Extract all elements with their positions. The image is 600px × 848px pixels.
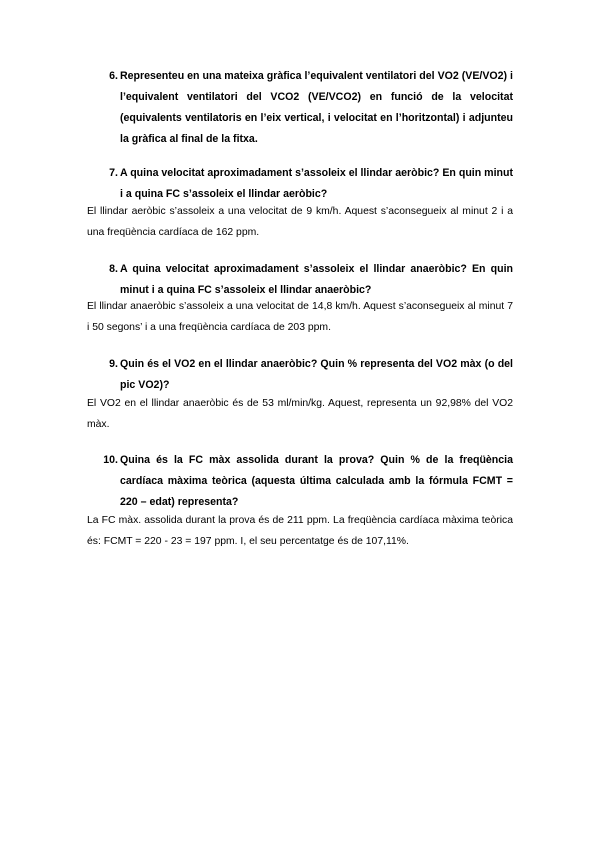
question-text: Representeu en una mateixa gràfica l’equivalent ventilatori del VO2 (VE/VO2) i l’equivalent ventilatori del VCO2 (VE/VCO2) en funció de la velocitat (equivalents ventilatoris en l’eix vertical, i velocitat en l’horitzontal) i adjunteu la gràfica al final de la fitxa. — [120, 70, 513, 145]
question-number: 10. — [103, 454, 118, 466]
answer-7: El llindar aeròbic s’assoleix a una velocitat de 9 km/h. Aquest s’aconsegueix al minut 2 i a una freqüència cardíaca de 162 ppm. — [87, 206, 513, 238]
question-number: 6. — [109, 70, 118, 82]
question-number: 7. — [109, 167, 118, 179]
question-8 — [88, 259, 513, 301]
question-text: A quina velocitat aproximadament s’assoleix el llindar aeròbic? En quin minut i a quina FC s’assoleix el llindar aeròbic? — [120, 167, 513, 200]
question-text: Quina és la FC màx assolida durant la prova? Quin % de la freqüència cardíaca màxima teòrica (aquesta última calculada amb la fórmula FCMT = 220 – edat) representa? — [120, 454, 513, 508]
question-text: A quina velocitat aproximadament s’assoleix el llindar anaeròbic? En quin minut i a quina FC s’assoleix el llindar anaeròbic? — [120, 263, 513, 296]
answer-10: La FC màx. assolida durant la prova és de 211 ppm. La freqüència cardíaca màxima teòrica és: FCMT = 220 - 23 = 197 ppm. I, el seu percentatge és de 107,11%. — [87, 515, 513, 547]
question-number: 9. — [109, 358, 118, 370]
question-10 — [88, 450, 513, 513]
question-number: 8. — [109, 263, 118, 275]
answer-8: El llindar anaeròbic s’assoleix a una velocitat de 14,8 km/h. Aquest s’aconsegueix al minut 7 i 50 segons’ i a una freqüència cardíaca de 203 ppm. — [87, 301, 513, 333]
answer-9: El VO2 en el llindar anaeròbic és de 53 ml/min/kg. Aquest, representa un 92,98% del VO2 màx. — [87, 398, 513, 430]
question-6 — [88, 66, 513, 150]
question-7 — [88, 163, 513, 205]
question-9 — [88, 354, 513, 396]
question-text: Quin és el VO2 en el llindar anaeròbic? Quin % representa del VO2 màx (o del pic VO2)? — [120, 358, 513, 391]
